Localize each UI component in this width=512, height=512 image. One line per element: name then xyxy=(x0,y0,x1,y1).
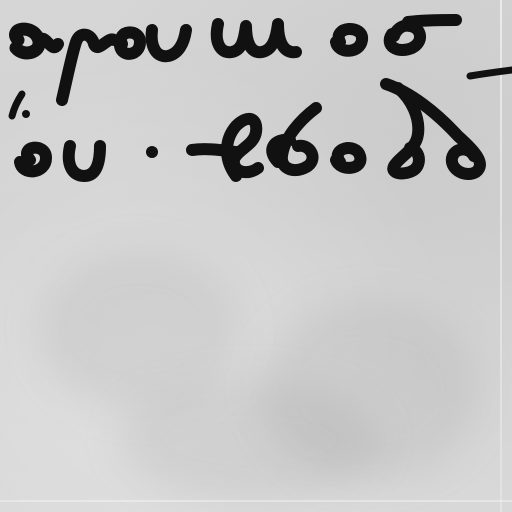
glyph xyxy=(120,32,140,53)
accent-mark xyxy=(12,94,22,116)
glyph xyxy=(272,108,316,170)
glyph xyxy=(62,35,114,100)
glyph xyxy=(217,24,296,52)
glyph xyxy=(152,30,186,56)
glyph xyxy=(69,146,100,176)
glyph xyxy=(336,148,360,168)
middle-dot xyxy=(146,146,158,158)
stroke-mark xyxy=(470,70,512,76)
text-line-2 xyxy=(20,84,480,176)
glyph xyxy=(20,148,46,172)
glyph xyxy=(227,119,258,176)
ink-dot xyxy=(22,110,30,118)
glyph xyxy=(40,39,58,47)
glyph xyxy=(336,29,362,51)
glyph xyxy=(390,20,456,50)
